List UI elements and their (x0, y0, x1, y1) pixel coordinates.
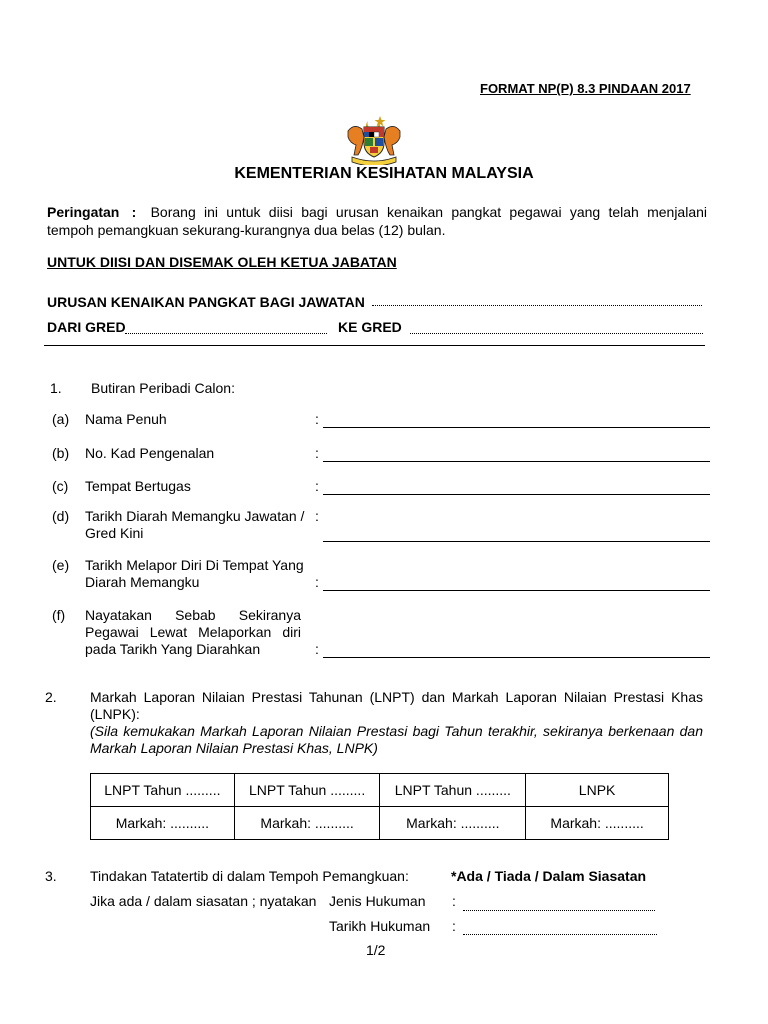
disciplinary-status-options[interactable]: *Ada / Tiada / Dalam Siasatan (451, 868, 647, 884)
table-header-cell: LNPK (526, 774, 669, 807)
item-c-label: Tempat Bertugas (85, 478, 191, 494)
ministry-title: KEMENTERIAN KESIHATAN MALAYSIA (234, 165, 534, 182)
page-number: 1/2 (366, 942, 386, 958)
punishment-type-field[interactable] (463, 910, 655, 911)
divider (44, 345, 705, 346)
table-row (91, 807, 669, 840)
item-a-colon: : (315, 411, 319, 427)
punishment-date-label: Tarikh Hukuman (329, 918, 431, 934)
item-e-colon: : (315, 574, 319, 590)
item-e-letter: (e) (52, 557, 70, 573)
position-label: URUSAN KENAIKAN PANGKAT BAGI JAWATAN (47, 294, 365, 310)
section3-number: 3. (45, 868, 57, 884)
workplace-field[interactable] (323, 494, 710, 495)
item-d-letter: (d) (52, 508, 70, 524)
table-header-cell: LNPT Tahun ......... (380, 774, 526, 807)
late-reason-field[interactable] (323, 657, 710, 658)
item-a-letter: (a) (52, 411, 70, 427)
item-f-colon: : (315, 641, 319, 657)
marks-cell[interactable]: Markah: .......... (234, 807, 380, 840)
warning-text-line2: tempoh pemangkuan sekurang-kurangnya dua belas (12) bulan. (47, 222, 446, 238)
table-header-cell: LNPT Tahun ......... (234, 774, 380, 807)
if-any-label: Jika ada / dalam siasatan ; nyatakan (90, 893, 317, 909)
lnp-table (90, 773, 669, 840)
section2-number: 2. (45, 689, 57, 705)
item-f-label-line3: pada Tarikh Yang Diarahkan (85, 641, 261, 657)
item-f-label-line2: Pegawai Lewat Melaporkan diri (85, 624, 301, 640)
section2-note2: Markah Laporan Nilaian Prestasi Khas, LNPK) (90, 740, 378, 756)
ic-number-field[interactable] (323, 461, 710, 462)
section1-number: 1. (50, 380, 62, 396)
from-grade-field[interactable] (125, 333, 327, 334)
table-header-cell: LNPT Tahun ......... (91, 774, 235, 807)
position-field[interactable] (372, 305, 702, 306)
item-d-label-line2: Gred Kini (85, 525, 144, 541)
punishment-date-colon: : (452, 918, 456, 934)
item-b-letter: (b) (52, 445, 70, 461)
item-d-label-line1: Tarikh Diarah Memangku Jawatan / (85, 508, 305, 524)
report-date-field[interactable] (323, 590, 710, 591)
item-b-label: No. Kad Pengenalan (85, 445, 215, 461)
format-code: FORMAT NP(P) 8.3 PINDAAN 2017 (480, 81, 691, 96)
marks-cell[interactable]: Markah: .......... (526, 807, 669, 840)
item-e-label-line1: Tarikh Melapor Diri Di Tempat Yang (85, 557, 304, 573)
item-b-colon: : (315, 445, 319, 461)
item-c-colon: : (315, 478, 319, 494)
section2-line1: Markah Laporan Nilaian Prestasi Tahunan (LNPT) dan Markah Laporan Nilaian Prestasi Khas (90, 689, 703, 705)
section3-title: Tindakan Tatatertib di dalam Tempoh Pemangkuan (90, 868, 405, 884)
table-row (91, 774, 669, 807)
item-e-label-line2: Diarah Memangku (85, 574, 200, 590)
section3-colon: : (405, 868, 409, 884)
section1-title: Butiran Peribadi Calon: (91, 380, 235, 396)
full-name-field[interactable] (323, 427, 710, 428)
item-a-label: Nama Penuh (85, 411, 167, 427)
to-grade-label: KE GRED (338, 319, 402, 335)
section2-text (90, 689, 703, 757)
punishment-type-label: Jenis Hukuman (329, 893, 426, 909)
item-d-colon: : (315, 508, 319, 524)
from-grade-label: DARI GRED (47, 319, 126, 335)
section2-line2: (LNPK): (90, 706, 140, 722)
warning-text-line1: Borang ini untuk diisi bagi urusan kenaikan pangkat pegawai yang telah menjalani (150, 204, 708, 220)
warning-colon: : (131, 204, 137, 220)
dept-heading: UNTUK DIISI DAN DISEMAK OLEH KETUA JABATAN (47, 254, 397, 270)
item-c-letter: (c) (52, 478, 69, 494)
marks-cell[interactable]: Markah: .......... (91, 807, 235, 840)
warning-label: Peringatan (47, 204, 120, 220)
acting-date-field[interactable] (323, 541, 710, 542)
item-f-letter: (f) (52, 607, 66, 623)
section2-note1: (Sila kemukakan Markah Laporan Nilaian Prestasi bagi Tahun terakhir, sekiranya berkenaan dan (90, 723, 703, 739)
punishment-date-field[interactable] (463, 934, 657, 935)
punishment-type-colon: : (452, 893, 456, 909)
warning-paragraph (47, 203, 707, 239)
to-grade-field[interactable] (410, 333, 703, 334)
item-f-label-line1: Nayatakan Sebab Sekiranya (85, 607, 301, 623)
marks-cell[interactable]: Markah: .......... (380, 807, 526, 840)
malaysia-coat-of-arms-icon (340, 113, 408, 165)
